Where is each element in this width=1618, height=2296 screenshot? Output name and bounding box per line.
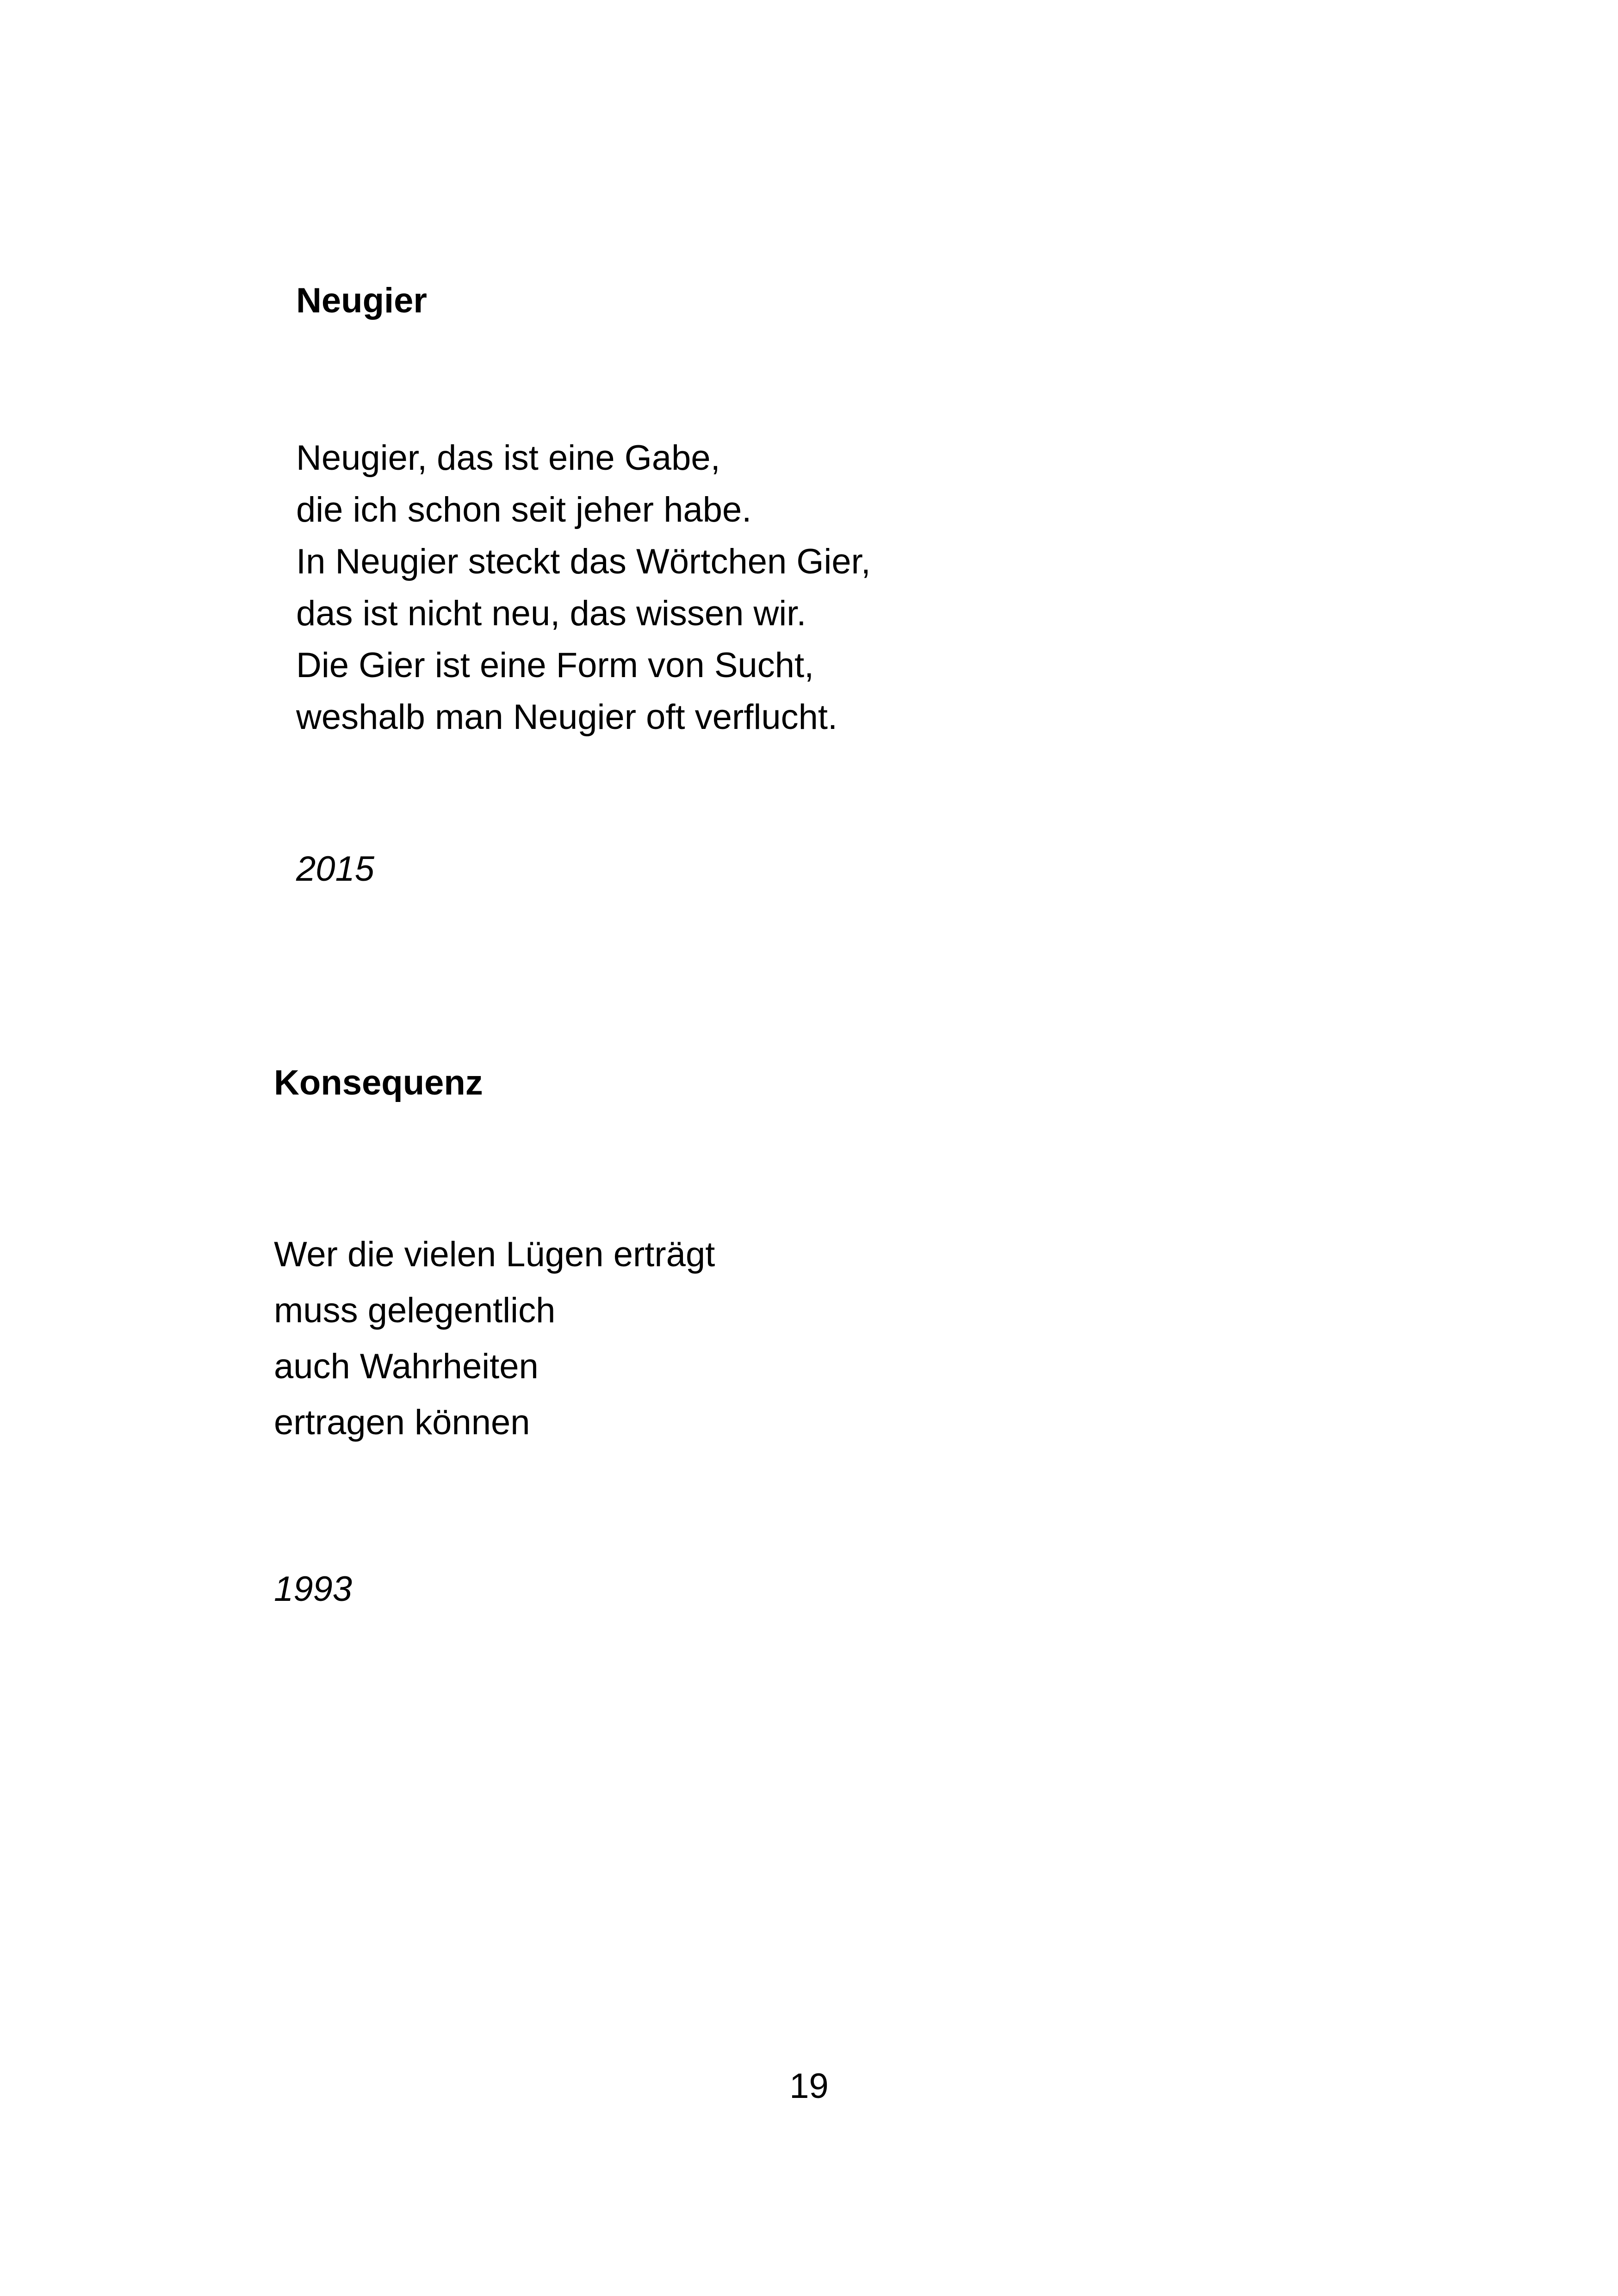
- poem-line: ertragen können: [274, 1403, 530, 1442]
- poem-body-neugier: [296, 432, 871, 743]
- poem-year-konsequenz: 1993: [274, 1569, 353, 1609]
- poem-year-neugier: 2015: [296, 849, 375, 889]
- poem-line: muss gelegentlich: [274, 1291, 556, 1330]
- poem-line: das ist nicht neu, das wissen wir.: [296, 594, 806, 633]
- poem-line: Neugier, das ist eine Gabe,: [296, 438, 720, 478]
- poem-body-konsequenz: [274, 1226, 715, 1450]
- poem-title-konsequenz: Konsequenz: [274, 1063, 483, 1102]
- poem-line: die ich schon seit jeher habe.: [296, 490, 752, 529]
- poem-title-neugier: Neugier: [296, 281, 427, 320]
- page-number: 19: [789, 2066, 829, 2106]
- poem-line: In Neugier steckt das Wörtchen Gier,: [296, 542, 871, 581]
- poem-line: Wer die vielen Lügen erträgt: [274, 1235, 715, 1274]
- poem-line: weshalb man Neugier oft verflucht.: [296, 697, 838, 737]
- poem-line: auch Wahrheiten: [274, 1347, 539, 1386]
- poem-line: Die Gier ist eine Form von Sucht,: [296, 646, 814, 685]
